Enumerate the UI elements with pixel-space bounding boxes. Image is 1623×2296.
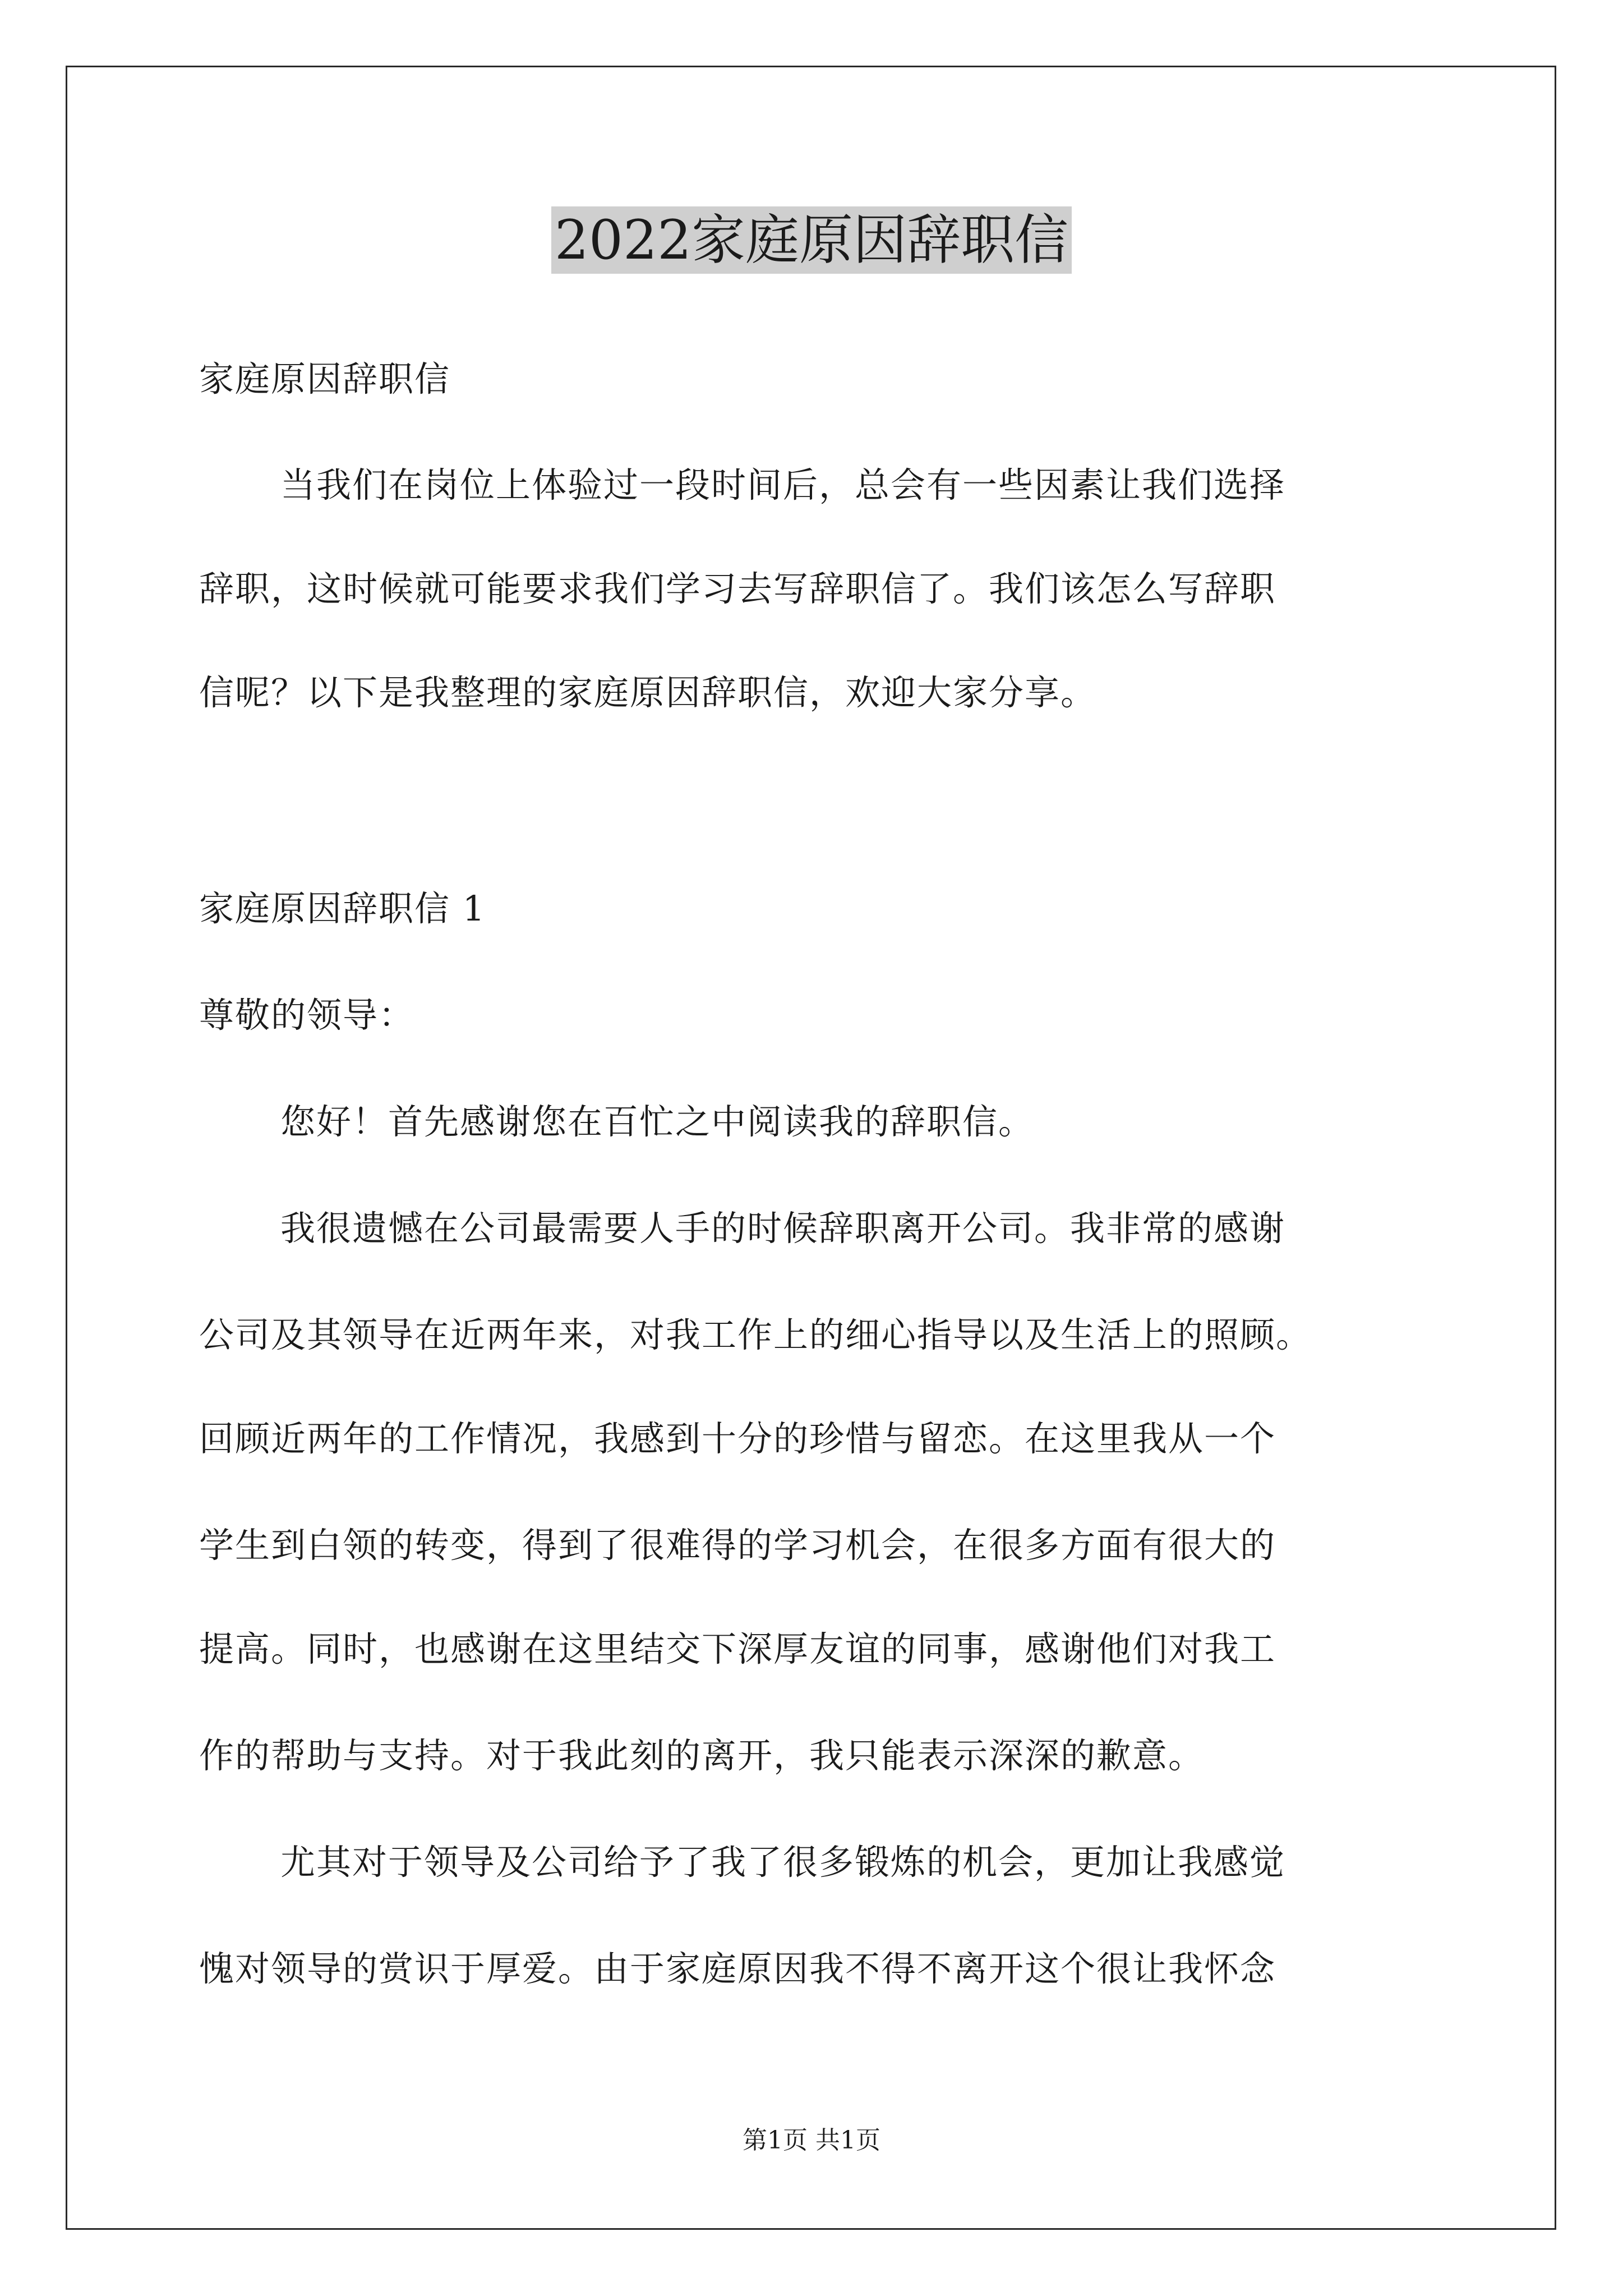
body-line: 学生到白领的转变，得到了很难得的学习机会，在很多方面有很大的 (199, 1525, 1276, 1566)
body-line: 公司及其领导在近两年来，对我工作上的细心指导以及生活上的照顾。 (199, 1314, 1312, 1355)
body-line: 作的帮助与支持。对于我此刻的离开，我只能表示深深的歉意。 (199, 1735, 1205, 1776)
closing-line: 愧对领导的赏识于厚爱。由于家庭原因我不得不离开这个很让我怀念 (199, 1948, 1276, 1989)
document-title-text: 2022家庭原因辞职信 (551, 206, 1072, 274)
body-line: 回顾近两年的工作情况，我感到十分的珍惜与留恋。在这里我从一个 (199, 1418, 1276, 1459)
section-heading: 家庭原因辞职信 1 (199, 888, 486, 929)
intro-line: 辞职，这时候就可能要求我们学习去写辞职信了。我们该怎么写辞职 (199, 568, 1276, 609)
body-line: 我很遗憾在公司最需要人手的时候辞职离开公司。我非常的感谢 (280, 1208, 1286, 1249)
heading: 家庭原因辞职信 (199, 358, 451, 399)
intro-line: 当我们在岗位上体验过一段时间后，总会有一些因素让我们选择 (280, 464, 1286, 505)
greeting: 您好！首先感谢您在百忙之中阅读我的辞职信。 (280, 1101, 1035, 1142)
page-footer: 第1页 共1页 (743, 2126, 880, 2155)
intro-line: 信呢？以下是我整理的家庭原因辞职信，欢迎大家分享。 (199, 672, 1097, 713)
body-line: 提高。同时，也感谢在这里结交下深厚友谊的同事，感谢他们对我工 (199, 1628, 1276, 1669)
closing-line: 尤其对于领导及公司给予了我了很多锻炼的机会，更加让我感觉 (280, 1842, 1286, 1883)
document-title (0, 206, 1623, 274)
salutation: 尊敬的领导： (199, 995, 415, 1036)
